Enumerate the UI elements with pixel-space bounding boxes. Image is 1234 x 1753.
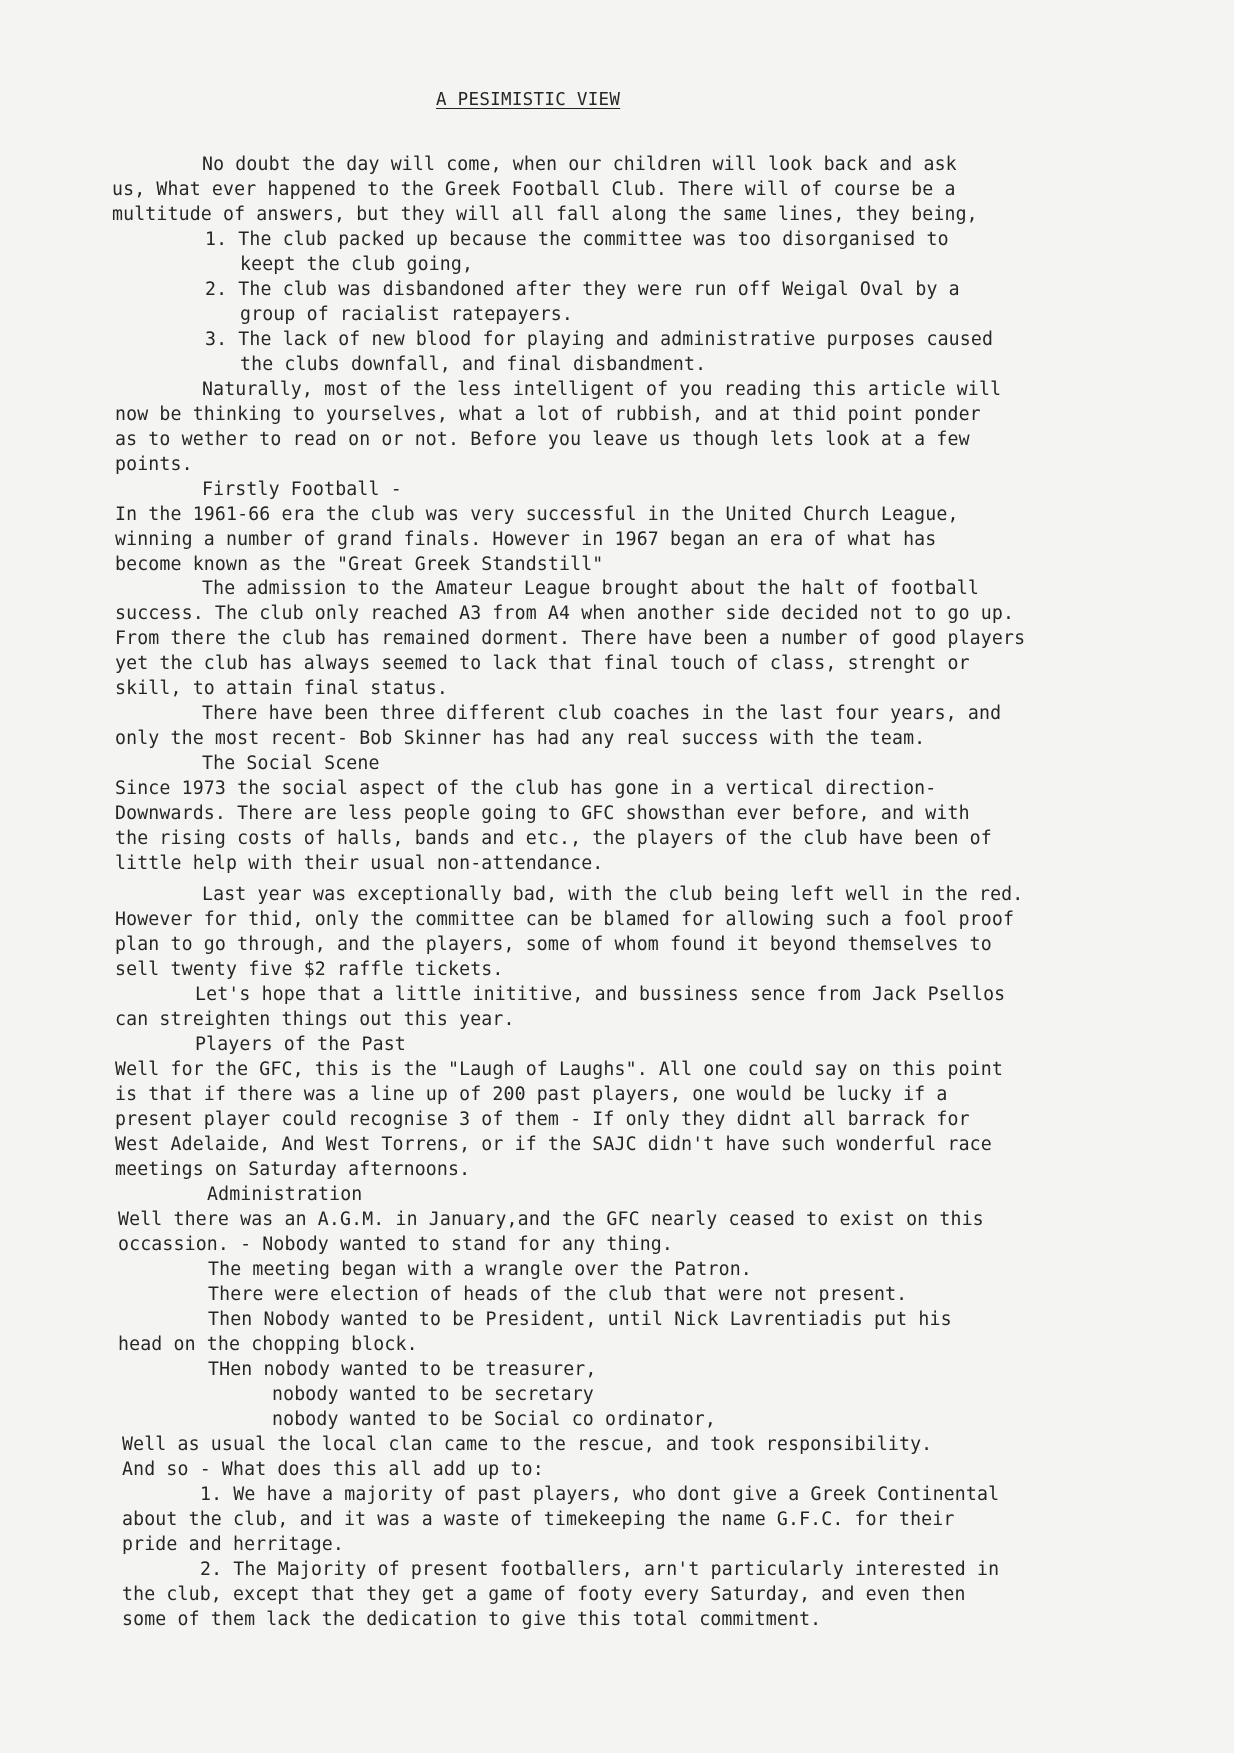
text-line: However for thid, only the committee can be blamed for allowing such a fool proof (115, 909, 1015, 930)
text-line: 2. The Majority of present footballers, arn't particularly interested in (200, 1559, 1000, 1580)
text-line: Well there was an A.G.M. in January,and the GFC nearly ceased to exist on this (118, 1209, 984, 1230)
text-line: Players of the Past (195, 1034, 406, 1055)
text-line: Let's hope that a little inititive, and bussiness sence from Jack Psellos (195, 984, 1006, 1005)
text-line: can streighten things out this year. (115, 1009, 515, 1030)
text-line: about the club, and it was a waste of timekeeping the name G.F.C. for their (122, 1509, 955, 1530)
text-line: Then Nobody wanted to be President, until Nick Lavrentiadis put his (208, 1309, 952, 1330)
text-line: skill, to attain final status. (115, 678, 448, 699)
text-line: 2. The club was disbandoned after they were run off Weigal Oval by a (205, 279, 960, 300)
text-line: present player could recognise 3 of them - If only they didnt all barrack for (115, 1109, 970, 1130)
text-line: nobody wanted to be Social co ordinator, (272, 1409, 716, 1430)
text-line: From there the club has remained dorment. There have been a number of good players (115, 628, 1026, 649)
text-line: multitude of answers, but they will all fall along the same lines, they being, (112, 204, 978, 225)
text-line: plan to go through, and the players, some of whom found it beyond themselves to (115, 934, 992, 955)
text-line: yet the club has always seemed to lack that final touch of class, strenght or (115, 653, 970, 674)
text-line: There have been three different club coaches in the last four years, and (202, 703, 1002, 724)
article-title: A PESIMISTIC VIEW (436, 90, 621, 110)
text-line: 1. The club packed up because the committee was too disorganised to (205, 229, 949, 250)
text-line: THen nobody wanted to be treasurer, (208, 1359, 597, 1380)
text-line: The admission to the Amateur League brought about the halt of football (202, 578, 979, 599)
text-line: And so - What does this all add up to: (122, 1459, 544, 1480)
text-line: meetings on Saturday afternoons. (115, 1159, 471, 1180)
text-line: as to wether to read on or not. Before you leave us though lets look at a few (115, 429, 970, 450)
text-line: now be thinking to yourselves, what a lot of rubbish, and at thid point ponder (115, 404, 981, 425)
text-line: Last year was exceptionally bad, with the club being left well in the red. (202, 884, 1024, 905)
text-line: nobody wanted to be secretary (272, 1384, 594, 1405)
text-line: the rising costs of halls, bands and etc., the players of the club have been of (115, 828, 992, 849)
text-line: The meeting began with a wrangle over the Patron. (208, 1259, 752, 1280)
text-line: keept the club going, (240, 254, 474, 275)
text-line: The Social Scene (202, 753, 380, 774)
text-line: group of racialist ratepayers. (240, 304, 573, 325)
text-line: points. (115, 454, 193, 475)
text-line: winning a number of grand finals. However in 1967 began an era of what has (115, 529, 937, 550)
text-line: 1. We have a majority of past players, who dont give a Greek Continental (200, 1484, 1000, 1505)
text-line: Well as usual the local clan came to the rescue, and took responsibility. (122, 1434, 933, 1455)
text-line: Since 1973 the social aspect of the club has gone in a vertical direction- (115, 778, 937, 799)
text-line: West Adelaide, And West Torrens, or if the SAJC didn't have such wonderful race (115, 1134, 992, 1155)
text-line: some of them lack the dedication to give this total commitment. (122, 1609, 822, 1630)
text-line: the club, except that they get a game of footy every Saturday, and even then (122, 1584, 966, 1605)
text-line: Well for the GFC, this is the "Laugh of Laughs". All one could say on this point (115, 1059, 1003, 1080)
text-line: only the most recent- Bob Skinner has had any real success with the team. (115, 728, 926, 749)
text-line: No doubt the day will come, when our children will look back and ask (202, 154, 957, 175)
text-line: There were election of heads of the club that were not present. (208, 1284, 908, 1305)
text-line: is that if there was a line up of 200 past players, one would be lucky if a (115, 1084, 948, 1105)
text-line: Firstly Football - (202, 479, 402, 500)
text-line: us, What ever happened to the Greek Football Club. There will of course be a (112, 179, 956, 200)
text-line: the clubs downfall, and final disbandment. (240, 354, 707, 375)
text-line: pride and herritage. (122, 1534, 344, 1555)
text-line: head on the chopping block. (118, 1334, 418, 1355)
text-line: success. The club only reached A3 from A4 when another side decided not to go up. (115, 603, 1015, 624)
text-line: sell twenty five $2 raffle tickets. (115, 959, 504, 980)
text-line: Downwards. There are less people going to GFC showsthan ever before, and with (115, 803, 970, 824)
text-line: occassion. - Nobody wanted to stand for any thing. (118, 1234, 673, 1255)
text-line: little help with their usual non-attendance. (115, 853, 604, 874)
text-line: Naturally, most of the less intelligent of you reading this article will (202, 379, 1002, 400)
text-line: become known as the "Great Greek Standstill" (115, 554, 604, 575)
text-line: Administration (207, 1184, 363, 1205)
text-line: 3. The lack of new blood for playing and administrative purposes caused (205, 329, 994, 350)
text-line: In the 1961-66 era the club was very successful in the United Church League, (115, 504, 959, 525)
